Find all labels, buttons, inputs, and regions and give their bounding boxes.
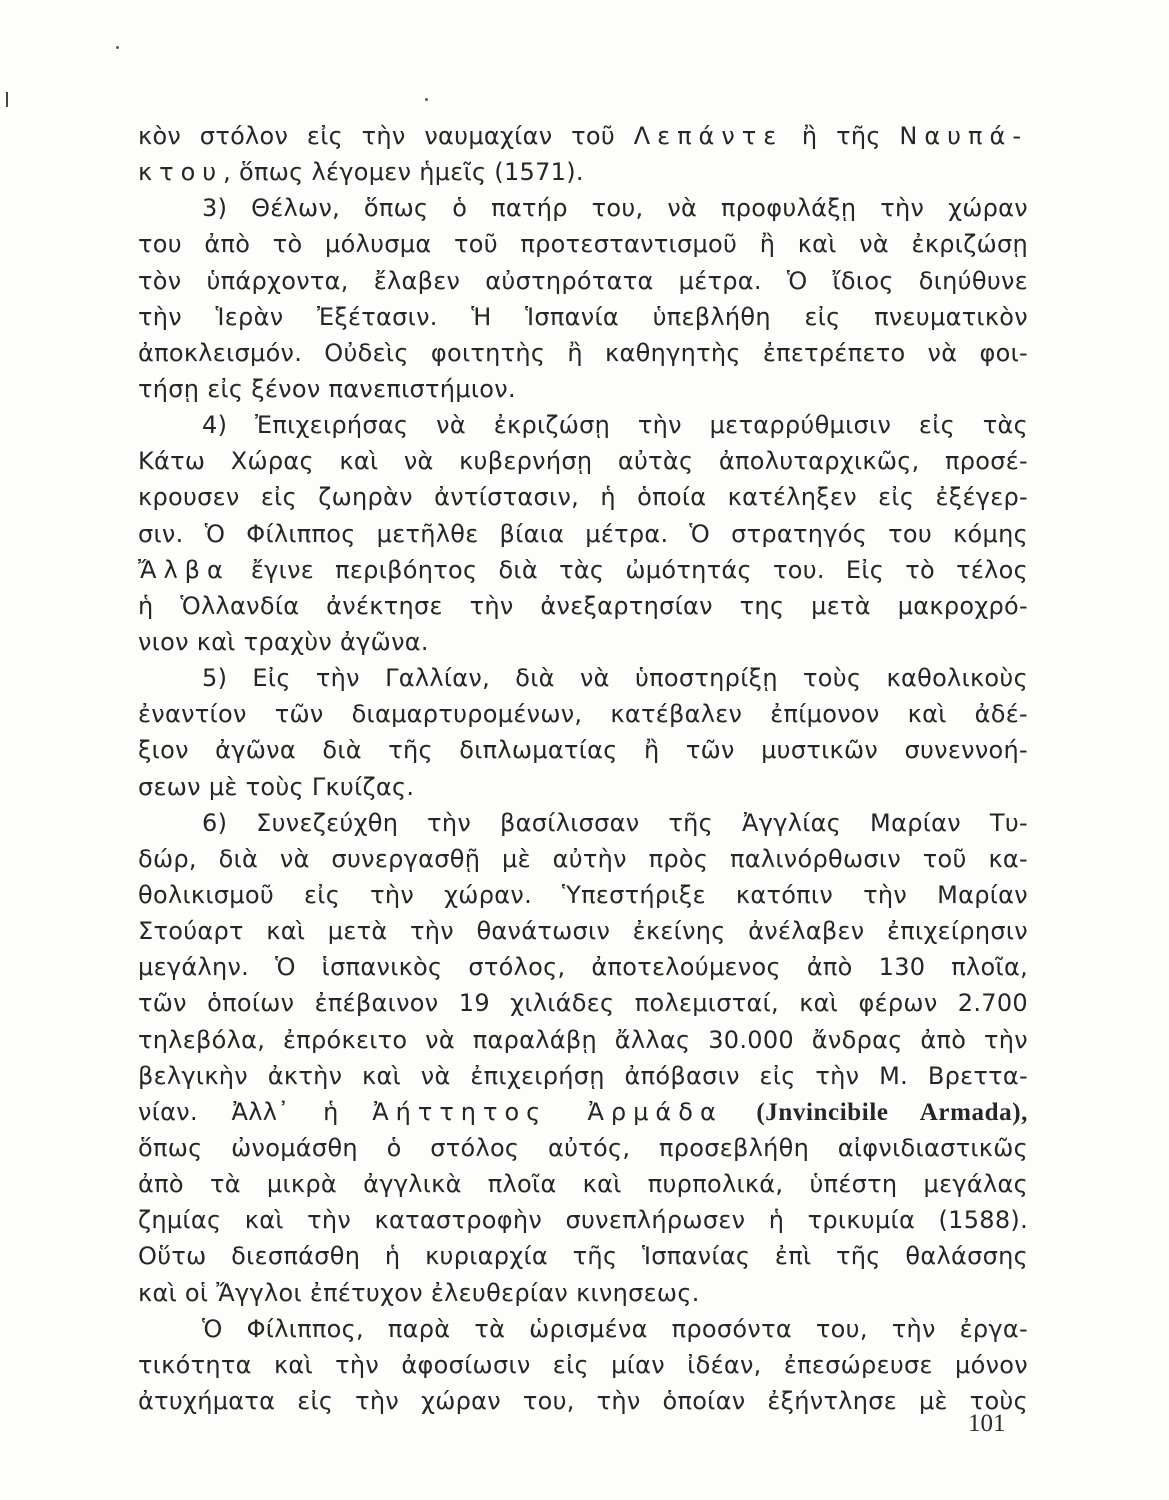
text-line: νιον καὶ τραχὺν ἀγῶνα. — [138, 627, 429, 656]
text-line: 3) Θέλων, ὅπως ὁ πατήρ του, νὰ προφυλάξῃ τὴν χώραν — [202, 194, 1028, 223]
paper-speck — [425, 98, 428, 101]
text-line: 5) Εἰς τὴν Γαλλίαν, διὰ νὰ ὑποστηρίξῃ τοὺς καθολικοὺς — [202, 664, 1028, 693]
text-line: καὶ οἱ Ἄγγλοι ἐπέτυχον ἐλευθερίαν κινησεως. — [138, 1278, 700, 1307]
text-line — [138, 118, 1028, 154]
text-line: τηλεβόλα, ἐπρόκειτο νὰ παραλάβῃ ἄλλας 30.000 ἄνδρας ἀπὸ τὴν — [138, 1025, 1028, 1054]
text-run: , ὅπως λέγομεν ἡμεῖς (1571). — [223, 158, 584, 187]
text-line: Οὕτω διεσπάσθη ἡ κυριαρχία τῆς Ἱσπανίας ἐπὶ τῆς θαλάσσης — [138, 1242, 1028, 1271]
spaced-text: Ναυπά- — [899, 122, 1028, 150]
spaced-text: κτου — [138, 158, 224, 187]
body-text — [138, 118, 1028, 1419]
paper-speck — [116, 46, 119, 49]
text-line: δώρ, διὰ νὰ συνεργασθῇ μὲ αὐτὴν πρὸς παλινόρθωσιν τοῦ κα- — [138, 844, 1028, 873]
spaced-text: Ἄλβα — [138, 555, 230, 584]
text-line — [138, 1094, 1028, 1130]
text-line: βελγικὴν ἀκτὴν καὶ νὰ ἐπιχειρήσῃ ἀπόβασιν εἰς τὴν Μ. Βρεττα- — [138, 1061, 1028, 1090]
text-run: ἢ τῆς — [783, 122, 900, 150]
text-line: ξιον ἀγῶνα διὰ τῆς διπλωματίας ἢ τῶν μυστικῶν συνεννοή- — [138, 736, 1028, 765]
scan-edge-mark — [6, 92, 8, 107]
text-run: ἔγινε περιβόητος διὰ τὰς ὠμότητάς του. Εἰς τὸ τέλος — [229, 555, 1028, 584]
text-line: Ὁ Φίλιππος, παρὰ τὰ ὡρισμένα προσόντα του, τὴν ἐργα- — [202, 1314, 1028, 1343]
text-line: τὴν Ἱερὰν Ἐξέτασιν. Ἡ Ἱσπανία ὑπεβλήθη εἰς πνευματικὸν — [138, 302, 1028, 331]
text-line: μεγάλην. Ὁ ἱσπανικὸς στόλος, ἀποτελούμενος ἀπὸ 130 πλοῖα, — [138, 953, 1028, 982]
spaced-text: Ἀήττητος Ἀρμάδα — [372, 1097, 723, 1126]
text-line: θολικισμοῦ εἰς τὴν χώραν. Ὑπεστήριξε κατόπιν τὴν Μαρίαν — [138, 880, 1028, 909]
text-line: Κάτω Χώρας καὶ νὰ κυβερνήσῃ αὐτὰς ἀπολυταρχικῶς, προσέ- — [138, 447, 1028, 476]
text-line: 4) Ἐπιχειρήσας νὰ ἐκριζώσῃ τὴν μεταρρύθμισιν εἰς τὰς — [202, 411, 1028, 440]
text-line: τήσῃ εἰς ξένον πανεπιστήμιον. — [138, 374, 516, 403]
text-line: σιν. Ὁ Φίλιππος μετῆλθε βίαια μέτρα. Ὁ στρατηγός του κόμης — [138, 519, 1028, 548]
text-run — [723, 1098, 757, 1126]
text-line: Στούαρτ καὶ μετὰ τὴν θανάτωσιν ἐκείνης ἀνέλαβεν ἐπιχείρησιν — [138, 917, 1028, 946]
spaced-text: Λεπάντε — [633, 122, 784, 150]
text-run: νίαν. Ἀλλ᾽ ἡ — [138, 1097, 373, 1126]
text-run: κὸν στόλον εἰς τὴν ναυμαχίαν τοῦ — [138, 122, 634, 150]
text-line: τὸν ὑπάρχοντα, ἔλαβεν αὐστηρότατα μέτρα. Ὁ ἴδιος διηύθυνε — [138, 266, 1028, 295]
page-number: 101 — [968, 1410, 1006, 1437]
text-line: ὅπως ὠνομάσθη ὁ στόλος αὐτός, προσεβλήθη αἰφνιδιαστικῶς — [138, 1133, 1028, 1162]
text-line: σεων μὲ τοὺς Γκυίζας. — [138, 772, 415, 801]
text-line: ἐναντίον τῶν διαμαρτυρομένων, κατέβαλεν ἐπίμονον καὶ ἀδέ- — [138, 700, 1028, 729]
text-line — [138, 154, 1028, 190]
text-line: 6) Συνεζεύχθη τὴν βασίλισσαν τῆς Ἀγγλίας Μαρίαν Τυ- — [202, 808, 1028, 837]
text-line: του ἀπὸ τὸ μόλυσμα τοῦ προτεσταντισμοῦ ἢ καὶ νὰ ἐκριζώσῃ — [138, 230, 1028, 259]
text-line — [138, 552, 1028, 588]
text-line: ἡ Ὁλλανδία ἀνέκτησε τὴν ἀνεξαρτησίαν της μετὰ μακροχρό- — [138, 591, 1028, 620]
text-line: ἀπὸ τὰ μικρὰ ἀγγλικὰ πλοῖα καὶ πυρπολικά, ὑπέστη μεγάλας — [138, 1170, 1028, 1199]
text-line: τικότητα καὶ τὴν ἀφοσίωσιν εἰς μίαν ἰδέαν, ἐπεσώρευσε μόνον — [138, 1350, 1028, 1379]
text-line: τῶν ὁποίων ἐπέβαινον 19 χιλιάδες πολεμισταί, καὶ φέρων 2.700 — [138, 989, 1028, 1018]
text-line: ἀποκλεισμόν. Οὐδεὶς φοιτητὴς ἢ καθηγητὴς ἐπετρέπετο νὰ φοι- — [138, 338, 1028, 367]
text-line: ζημίας καὶ τὴν καταστροφὴν συνεπλήρωσεν ἡ τρικυμία (1588). — [138, 1206, 1028, 1235]
text-line: κρουσεν εἰς ζωηρὰν ἀντίστασιν, ἡ ὁποία κατέληξεν εἰς ἐξέγερ- — [138, 483, 1028, 512]
text-line: ἀτυχήματα εἰς τὴν χώραν του, τὴν ὁποίαν ἐξήντλησε μὲ τοὺς — [138, 1386, 1028, 1415]
latin-text: (Jnvincibile Armada), — [756, 1098, 1028, 1126]
